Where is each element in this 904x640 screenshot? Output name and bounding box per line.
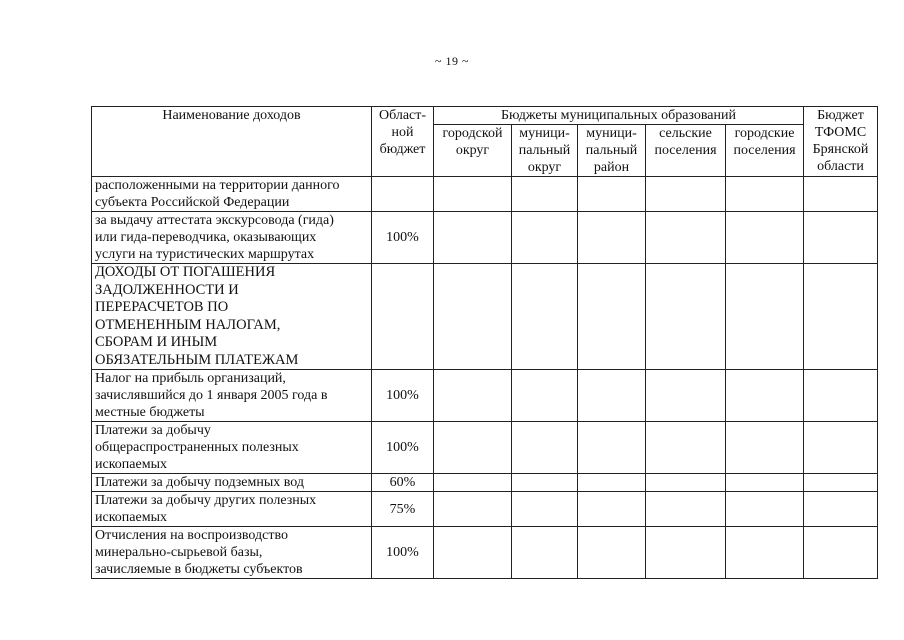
revenue-name-cell [92,492,372,527]
header-revenue-name: Наименование доходов [92,107,372,177]
empty-cell [434,474,512,492]
empty-cell [434,422,512,474]
table-row [92,527,878,579]
header-tfoms-line: Бюджет [817,108,864,123]
empty-cell [726,264,804,370]
revenue-name-line: ОТМЕНЕННЫМ НАЛОГАМ, [95,316,281,333]
header-tfoms-line: области [817,159,864,174]
revenue-name-line: за выдачу аттестата экскурсовода (гида) [95,213,334,228]
empty-cell [726,422,804,474]
revenue-name-line: зачислявшийся до 1 января 2005 года в [95,388,328,403]
header-regional-budget [372,107,434,177]
revenue-name-cell [92,527,372,579]
revenue-name-line: Платежи за добычу подземных вод [95,475,305,490]
revenue-name-line: Платежи за добычу [95,423,211,438]
revenue-name-cell [92,177,372,212]
header-tfoms-line: Брянской [812,142,869,157]
header-line: пальный [518,143,571,158]
revenue-name-line: Налог на прибыль организаций, [95,371,286,386]
empty-cell [646,474,726,492]
revenue-name-line: ДОХОДЫ ОТ ПОГАШЕНИЯ [95,264,276,280]
revenue-name-line: расположенными на территории данного [95,178,340,193]
empty-cell [512,370,578,422]
empty-cell [804,264,878,370]
revenue-name-line: субъекта Российской Федерации [95,195,290,210]
table-row [92,264,878,370]
empty-cell [726,370,804,422]
header-line: пальный [585,143,638,158]
empty-cell [434,527,512,579]
empty-cell [646,422,726,474]
empty-cell [578,370,646,422]
header-line: округ [455,143,490,158]
revenue-name-line: ископаемых [95,457,167,472]
revenue-name-line: общераспространенных полезных [95,440,299,455]
header-line: муници- [586,126,637,141]
empty-cell [646,264,726,370]
revenue-name-line: СБОРАМ И ИНЫМ [95,334,218,350]
header-line: городские [734,126,795,141]
header-regional-line: ной [391,125,414,140]
empty-cell [726,474,804,492]
revenue-name-line: ЗАДОЛЖЕННОСТИ И [95,281,239,298]
header-tfoms-budget [804,107,878,177]
empty-cell [646,492,726,527]
header-tfoms-line: ТФОМС [814,125,867,140]
empty-cell [434,177,512,212]
revenue-name-cell [92,212,372,264]
empty-cell [578,422,646,474]
empty-cell [578,474,646,492]
empty-cell [578,212,646,264]
revenue-name-line: ОБЯЗАТЕЛЬНЫМ ПЛАТЕЖАМ [95,351,299,368]
revenue-name-cell [92,422,372,474]
table-row [92,370,878,422]
regional-share-cell: 100% [372,212,434,264]
empty-cell [726,177,804,212]
regional-share-cell: 60% [372,474,434,492]
empty-cell [646,527,726,579]
revenue-name-line: местные бюджеты [95,405,205,420]
header-municipal-raion [578,125,646,177]
empty-cell [512,177,578,212]
revenue-name-line: ископаемых [95,510,167,525]
regional-share-cell: 100% [372,370,434,422]
header-line: район [593,160,630,175]
empty-cell [646,177,726,212]
header-regional-line: Област- [378,108,427,123]
revenue-distribution-table [91,106,878,579]
header-municipal-okrug [512,125,578,177]
regional-share-cell [372,177,434,212]
empty-cell [804,212,878,264]
revenue-name-line: Платежи за добычу других полезных [95,493,317,508]
regional-share-cell: 100% [372,527,434,579]
empty-cell [512,492,578,527]
header-line: округ [527,160,562,175]
header-line: муници- [519,126,570,141]
regional-share-cell: 100% [372,422,434,474]
revenue-name-line: ПЕРЕРАСЧЕТОВ ПО [95,299,229,315]
empty-cell [804,527,878,579]
regional-share-cell: 75% [372,492,434,527]
empty-cell [512,212,578,264]
empty-cell [578,177,646,212]
page-number: ~ 19 ~ [435,54,469,68]
revenue-name-cell [92,264,372,370]
empty-cell [434,212,512,264]
revenue-name-line: зачисляемые в бюджеты субъектов [95,562,303,577]
empty-cell [726,212,804,264]
empty-cell [434,370,512,422]
empty-cell [646,212,726,264]
empty-cell [578,264,646,370]
revenue-name-line: Отчисления на воспроизводство [95,528,288,543]
revenue-name-line: услуги на туристических маршрутах [95,247,315,262]
header-line: городской [442,126,503,141]
empty-cell [434,492,512,527]
regional-share-cell [372,264,434,370]
table-body [92,177,878,579]
revenue-name-line: или гида-переводчика, оказывающих [95,230,317,245]
table-row [92,422,878,474]
empty-cell [578,527,646,579]
empty-cell [646,370,726,422]
revenue-name-line: минерально-сырьевой базы, [95,545,263,560]
table-row [92,492,878,527]
empty-cell [512,264,578,370]
empty-cell [512,474,578,492]
empty-cell [804,474,878,492]
empty-cell [726,527,804,579]
revenue-name-cell [92,474,372,492]
empty-cell [726,492,804,527]
table-row [92,474,878,492]
table-row [92,212,878,264]
header-municipal-budgets: Бюджеты муниципальных образований [434,107,804,125]
revenue-name-cell [92,370,372,422]
empty-cell [578,492,646,527]
empty-cell [804,492,878,527]
empty-cell [804,370,878,422]
table-row [92,177,878,212]
header-city-district [434,125,512,177]
header-rural-settlements [646,125,726,177]
empty-cell [804,422,878,474]
empty-cell [512,527,578,579]
header-line: поселения [733,143,796,158]
empty-cell [804,177,878,212]
empty-cell [434,264,512,370]
header-line: сельские [659,126,712,141]
header-regional-line: бюджет [379,142,426,157]
empty-cell [512,422,578,474]
header-urban-settlements [726,125,804,177]
header-line: поселения [654,143,717,158]
